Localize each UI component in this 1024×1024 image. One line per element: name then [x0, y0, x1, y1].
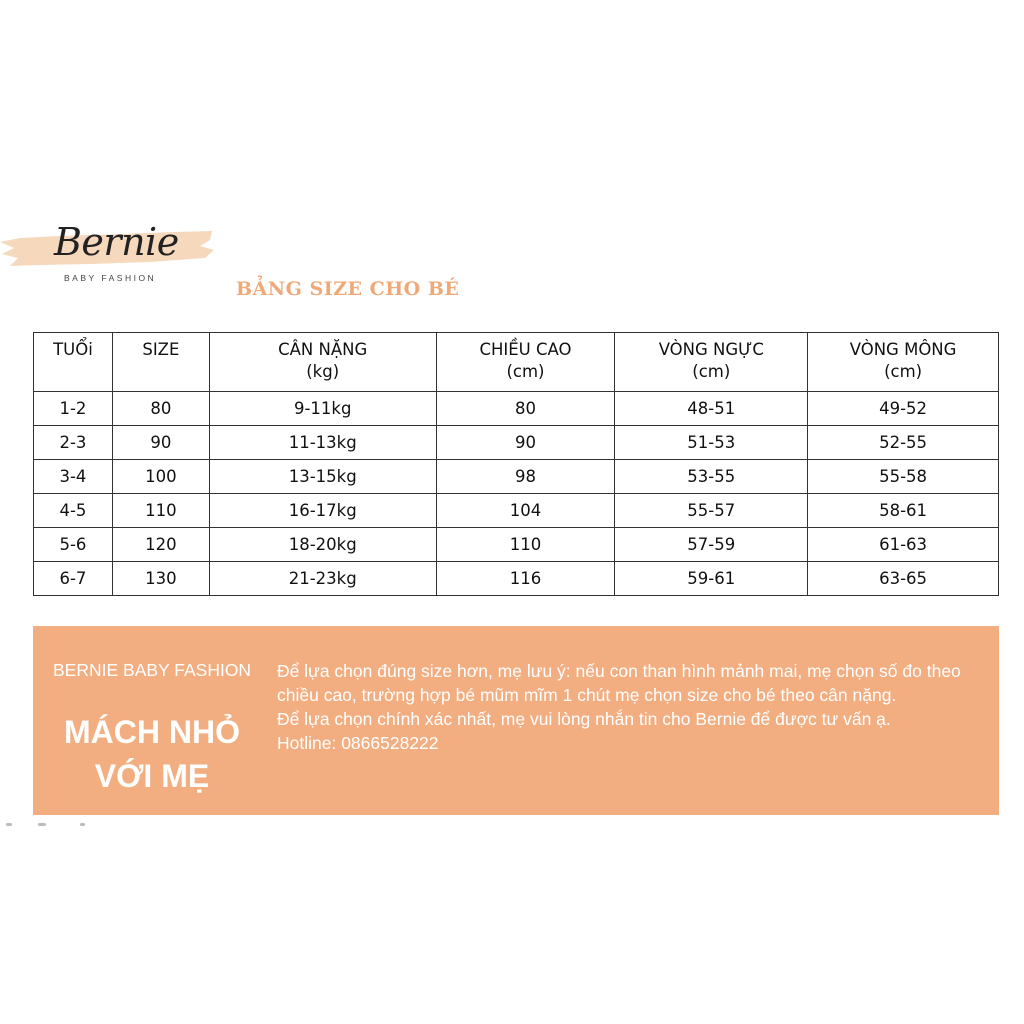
cell-age: 1-2 — [34, 392, 113, 426]
table-row — [34, 392, 999, 426]
header-size: SIZE — [112, 333, 209, 392]
table-row — [34, 426, 999, 460]
logo-tagline: BABY FASHION — [64, 273, 157, 283]
table-row — [34, 562, 999, 596]
tip-paragraph: Để lựa chọn đúng size hơn, mẹ lưu ý: nếu con than hình mảnh mai, mẹ chọn số đo theo chiều cao, trường hợp bé mũm mĩm 1 chút mẹ chọn size cho bé theo cân nặng. — [277, 661, 961, 705]
cell-weight: 11-13kg — [209, 426, 436, 460]
header-hip: VÒNG MÔNG (cm) — [808, 333, 999, 392]
cell-chest: 48-51 — [615, 392, 808, 426]
table-row — [34, 460, 999, 494]
cell-size: 110 — [112, 494, 209, 528]
cell-age: 4-5 — [34, 494, 113, 528]
cell-chest: 51-53 — [615, 426, 808, 460]
cell-weight: 13-15kg — [209, 460, 436, 494]
table-row — [34, 494, 999, 528]
cell-hip: 58-61 — [808, 494, 999, 528]
cell-hip: 49-52 — [808, 392, 999, 426]
logo-wordmark: Bernie — [54, 220, 179, 264]
tips-panel — [33, 626, 999, 815]
header-chest: VÒNG NGỰC (cm) — [615, 333, 808, 392]
page-title: BẢNG SIZE CHO BÉ — [236, 278, 460, 300]
cell-size: 120 — [112, 528, 209, 562]
header-age: TUỔi — [34, 333, 113, 392]
cell-height: 98 — [436, 460, 615, 494]
stray-mark — [38, 823, 46, 826]
cell-weight: 18-20kg — [209, 528, 436, 562]
header-weight: CÂN NẶNG (kg) — [209, 333, 436, 392]
tip-paragraph: Để lựa chọn chính xác nhất, mẹ vui lòng nhắn tin cho Bernie để được tư vấn ạ. — [277, 709, 891, 729]
cell-height: 110 — [436, 528, 615, 562]
header-height: CHIỀU CAO (cm) — [436, 333, 615, 392]
size-table — [33, 332, 999, 596]
cell-age: 2-3 — [34, 426, 113, 460]
cell-height: 116 — [436, 562, 615, 596]
cell-chest: 55-57 — [615, 494, 808, 528]
cell-height: 80 — [436, 392, 615, 426]
table-header-row — [34, 333, 999, 392]
panel-body — [277, 659, 987, 755]
cell-size: 100 — [112, 460, 209, 494]
table-row — [34, 528, 999, 562]
cell-weight: 9-11kg — [209, 392, 436, 426]
panel-heading: MÁCH NHỎ VỚI MẸ — [64, 714, 240, 794]
cell-size: 130 — [112, 562, 209, 596]
cell-age: 5-6 — [34, 528, 113, 562]
cell-height: 90 — [436, 426, 615, 460]
panel-brand: BERNIE BABY FASHION — [53, 660, 252, 680]
cell-size: 90 — [112, 426, 209, 460]
cell-weight: 21-23kg — [209, 562, 436, 596]
cell-chest: 59-61 — [615, 562, 808, 596]
cell-weight: 16-17kg — [209, 494, 436, 528]
cell-chest: 53-55 — [615, 460, 808, 494]
cell-hip: 52-55 — [808, 426, 999, 460]
cell-age: 6-7 — [34, 562, 113, 596]
stray-mark — [6, 823, 12, 826]
hotline: Hotline: 0866528222 — [277, 733, 439, 753]
cell-hip: 63-65 — [808, 562, 999, 596]
stray-mark — [80, 823, 85, 826]
brand-logo — [0, 218, 230, 288]
cell-chest: 57-59 — [615, 528, 808, 562]
cell-hip: 61-63 — [808, 528, 999, 562]
cell-hip: 55-58 — [808, 460, 999, 494]
cell-size: 80 — [112, 392, 209, 426]
cell-height: 104 — [436, 494, 615, 528]
cell-age: 3-4 — [34, 460, 113, 494]
